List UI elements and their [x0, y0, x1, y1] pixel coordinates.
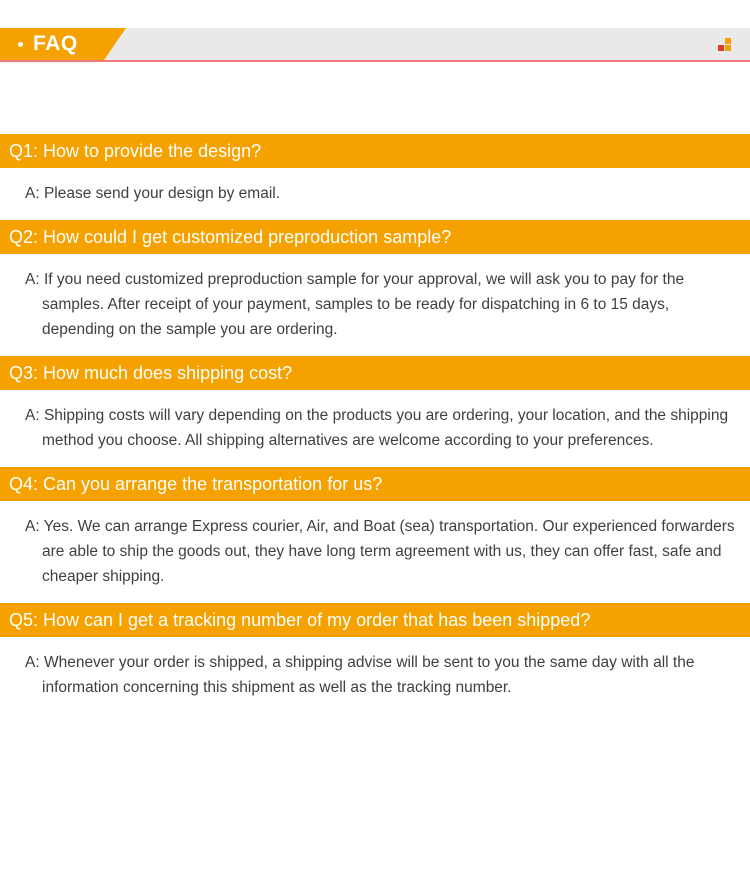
faq-answer: A: Shipping costs will vary depending on the products you are ordering, your location, and the shipping method you choose. All shipping alternatives are welcome according to your preferences.: [25, 407, 729, 449]
bullet-dot-icon: [18, 42, 23, 47]
faq-item: [0, 467, 750, 603]
header-title-tab: [0, 28, 104, 60]
faq-question: Q5: How can I get a tracking number of my order that has been shipped?: [0, 603, 750, 637]
square-orange-top-icon: [725, 38, 731, 44]
faq-answer: A: If you need customized preproduction sample for your approval, we will ask you to pay for the samples. After receipt of your payment, samples to be ready for dispatching in 6 to 15 days, depending on the sample you are ordering.: [25, 271, 685, 338]
faq-item: [0, 603, 750, 714]
faq-question: Q3: How much does shipping cost?: [0, 356, 750, 390]
square-red-icon: [718, 45, 724, 51]
faq-answer: A: Yes. We can arrange Express courier, Air, and Boat (sea) transportation. Our experienced forwarders are able to ship the goods out, they have long term agreement with us, they can offer fast, safe and cheaper shipping.: [25, 518, 735, 585]
faq-question: Q1: How to provide the design?: [0, 134, 750, 168]
header-underline: [0, 60, 750, 62]
faq-item: [0, 356, 750, 467]
logo-marks: [718, 38, 732, 52]
faq-list: [0, 134, 750, 714]
faq-question: Q4: Can you arrange the transportation for us?: [0, 467, 750, 501]
faq-item: [0, 134, 750, 220]
faq-answer: A: Please send your design by email.: [25, 185, 281, 202]
page-header: [0, 0, 750, 66]
square-orange-bottom-icon: [725, 45, 731, 51]
faq-answer: A: Whenever your order is shipped, a shipping advise will be sent to you the same day with all the information concerning this shipment as well as the tracking number.: [25, 654, 695, 696]
page-title: FAQ: [33, 32, 78, 55]
faq-question: Q2: How could I get customized preproduction sample?: [0, 220, 750, 254]
faq-item: [0, 220, 750, 356]
